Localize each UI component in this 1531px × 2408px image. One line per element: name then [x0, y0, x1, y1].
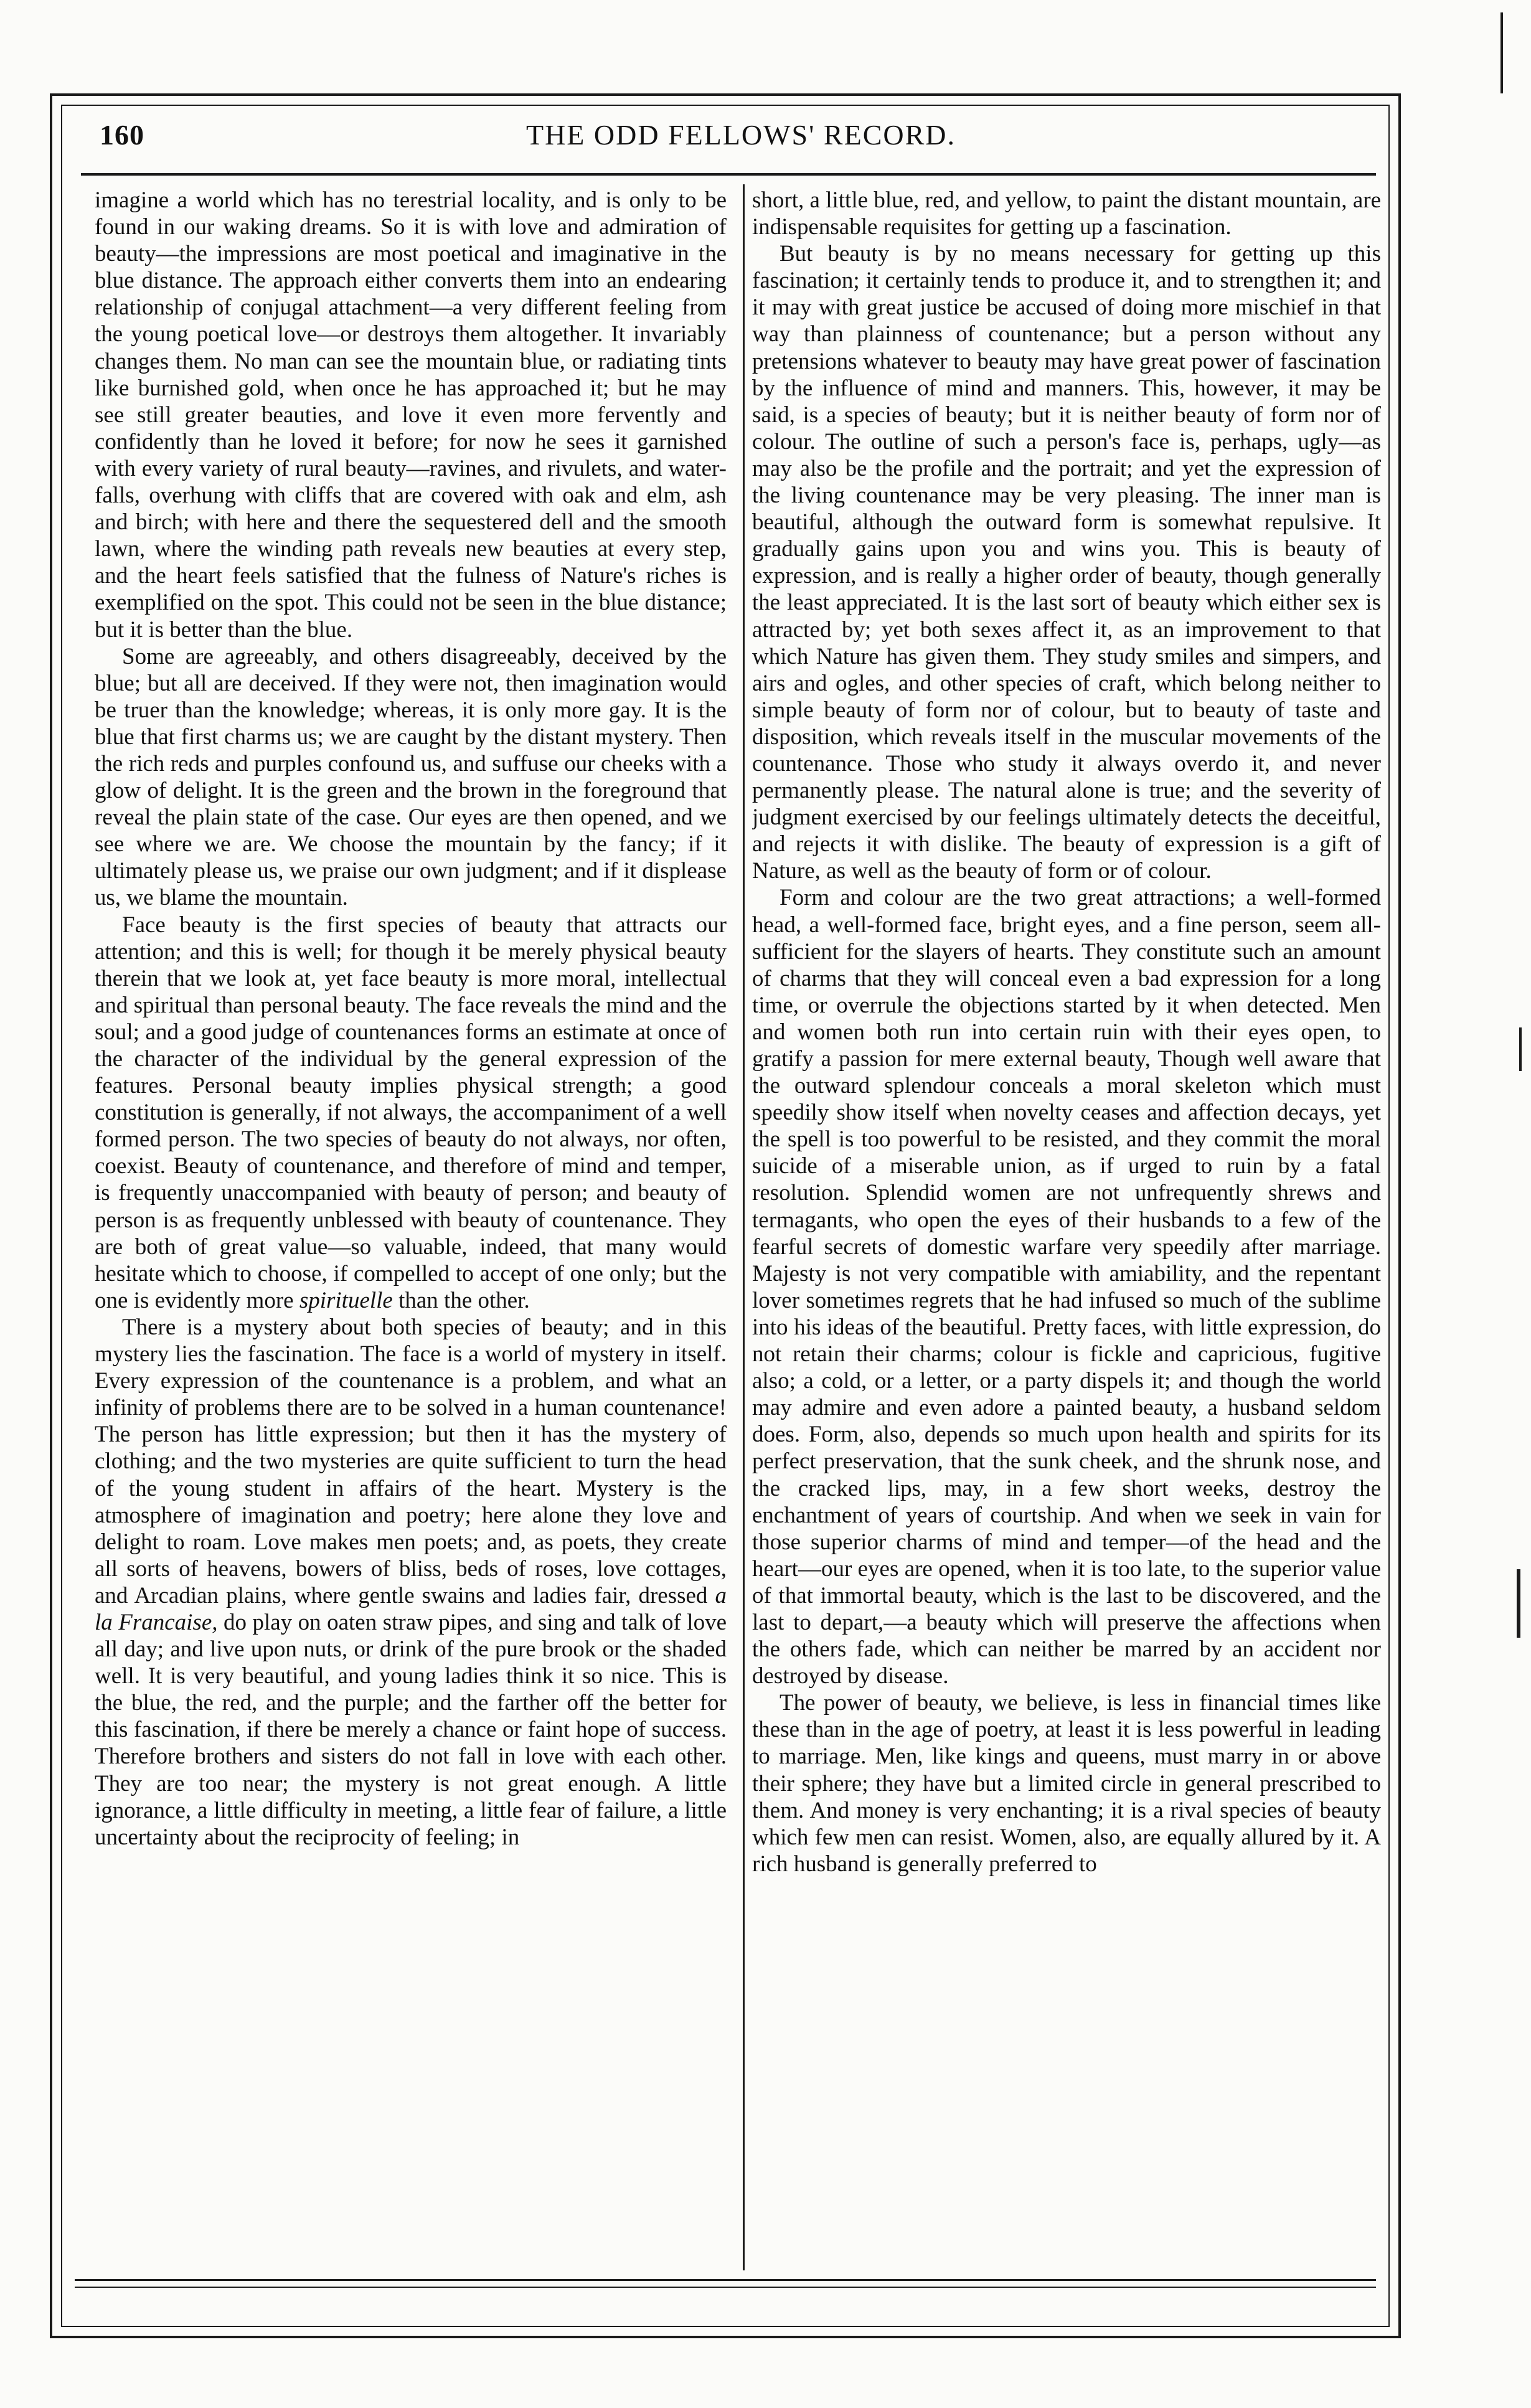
- column-divider: [743, 184, 745, 2270]
- paragraph: The power of beauty, we believe, is less in financial times like these than in the age of poetry, at least it is less powerful in leading to marriage. Men, like kings and queens, must marry in or above their sphere; they have but a limited circle in general prescribed to them. And money is very enchanting; it is a rival species of beauty which few men can resist. Women, also, are equally allured by it. A rich husband is generally preferred to: [752, 1690, 1381, 1877]
- paragraph-text: Face beauty is the first species of beauty that attracts our attention; and this is well; for though it be merely physical beauty therein that we look at, yet face beauty is more moral, intellectual and spiritual than personal beauty. The face reveals the mind and the soul; and a good judge of countenances forms an estimate at once of the character of the individual by the general expression of the features. Personal beauty implies physical strength; a good constitution is generally, if not always, the accompaniment of a well formed person. The two species of beauty do not always, nor often, coexist. Beauty of countenance, and therefore of mind and temper, is frequently unaccompanied with beauty of person; and beauty of person is as frequently unblessed with beauty of countenance. They are both of great value—so valuable, indeed, that many would hesitate which to choose, if compelled to accept of one only; but the one is evidently more: [95, 912, 727, 1313]
- right-column: [752, 187, 1381, 2270]
- page-number: 160: [100, 119, 144, 151]
- paragraph: [95, 912, 727, 1314]
- paragraph: imagine a world which has no terestrial locality, and is only to be found in our waking dreams. So it is with love and admiration of beauty—the impressions are most poetical and imaginative in the blue distance. The approach either converts them into an endearing relationship of conjugal attachment—a very different feeling from the young poetical love—or destroys them altogether. It invariably changes them. No man can see the mountain blue, or radiating tints like burnished gold, when once he has approached it; but he may see still greater beauties, and love it even more fervently and confidently than he loved it before; for now he sees it garnished with every variety of rural beauty—ravines, and rivulets, and water-falls, overhung with cliffs that are covered with oak and elm, ash and birch; with here and there the sequestered dell and the smooth lawn, where the winding path reveals new beauties at every step, and the heart feels satisfied that the fulness of Nature's riches is exemplified on the spot. This could not be seen in the blue distance; but it is better than the blue.: [95, 187, 727, 643]
- paragraph-text: There is a mystery about both species of beauty; and in this mystery lies the fascination. The face is a world of mystery in itself. Every expression of the countenance is a problem, and what an infinity of problems there are to be solved in a human countenance! The person has little expression; but then it has the mystery of clothing; and the two mysteries are quite sufficient to turn the head of the young student in affairs of the heart. Mystery is the atmosphere of imagination and poetry; here alone they love and delight to roam. Love makes men poets; and, as poets, they create all sorts of heavens, bowers of bliss, beds of roses, love cottages, and Arcadian plains, where gentle swains and ladies fair, dressed: [95, 1314, 727, 1608]
- italic-phrase: a la Francaise,: [95, 1582, 727, 1635]
- footer-rule: [75, 2279, 1376, 2281]
- italic-word: spirituelle: [299, 1287, 393, 1313]
- paragraph: But beauty is by no means necessary for getting up this fascination; it certainly tends to produce it, and to strengthen it; and it may with great justice be accused of doing more mischief in that way than plainness of countenance; but a person without any pretensions whatever to beauty may have great power of fascination by the influence of mind and manners. This, however, it may be said, is a species of beauty; but it is neither beauty of form nor of colour. The outline of such a person's face is, perhaps, ugly—as may also be the profile and the portrait; and yet the expression of the living countenance may be very pleasing. The inner man is beautiful, although the outward form is somewhat repulsive. It gradually gains upon you and wins you. This is beauty of expression, and is really a higher order of beauty, though generally the least appreciated. It is the last sort of beauty which either sex is attracted by; yet both sexes affect it, as an improvement to that which Nature has given them. They study smiles and simpers, and airs and ogles, and other species of craft, which belong neither to simple beauty of form nor of colour, but to beauty of taste and disposition, which reveals itself in the muscular movements of the countenance. Those who study it always overdo it, and never permanently please. The natural alone is true; and the severity of judgment exercised by our feelings ultimately detects the deceitful, and rejects it with dislike. The beauty of expression is a gift of Nature, as well as the beauty of form or of colour.: [752, 241, 1381, 884]
- page-header: [100, 118, 1382, 168]
- paragraph: Some are agreeably, and others disagreeably, deceived by the blue; but all are deceived. If they were not, then imagination would be truer than the knowledge; whereas, it is only more gay. It is the blue that first charms us; we are caught by the distant mystery. Then the rich reds and purples confound us, and suffuse our cheeks with a glow of delight. It is the green and the brown in the foreground that reveal the plain state of the case. Our eyes are then opened, and we see where we are. We choose the mountain by the fancy; if it ultimately please us, we praise our own judgment; and if it displease us, we blame the mountain.: [95, 643, 727, 911]
- paragraph: Form and colour are the two great attractions; a well-formed head, a well-formed face, bright eyes, and a fine person, seem all-sufficient for the slayers of hearts. They constitute such an amount of charms that they will conceal even a bad expression for a long time, or overrule the objections started by it when detected. Men and women both run into certain ruin with their eyes open, to gratify a passion for mere external beauty, Though well aware that the outward splendour conceals a moral skeleton which must speedily show itself when novelty ceases and affection decays, yet the spell is too powerful to be resisted, and they commit the moral suicide of a miserable union, as if urged to ruin by a fatal resolution. Splendid women are not unfrequently shrews and termagants, who open the eyes of their husbands to a few of the fearful secrets of domestic warfare very speedily after marriage. Majesty is not very compatible with amiability, and the repentant lover sometimes regrets that he had infused so much of the sublime into his ideas of the beautiful. Pretty faces, with little expression, do not retain their charms; colour is fickle and capricious, fugitive also; a cold, or a letter, or a party dispels it; and though the world may admire and even adore a painted beauty, a husband seldom does. Form, also, depends so much upon health and spirits for its perfect preservation, that the sunk cheek, and the shrunk nose, and the cracked lips, may, in a few short weeks, destroy the enchantment of years of courtship. And when we seek in vain for those superior charms of mind and temper—of the head and the heart—our eyes are opened, when it is too late, to the superior value of that immortal beauty, which is the last to be discovered, and the last to depart,—a beauty which will preserve the affections when the others fade, which can neither be marred by an accident nor destroyed by disease.: [752, 885, 1381, 1689]
- scan-edge-mark: [1517, 1569, 1520, 1638]
- paragraph-text: than the other.: [392, 1287, 530, 1313]
- paragraph: [95, 1314, 727, 1851]
- footer-rule-double: [75, 2287, 1376, 2288]
- paragraph-text: do play on oaten straw pipes, and sing and talk of love all day; and live upon nuts, or drink of the pure brook or the shaded well. It is very beautiful, and young ladies think it so nice. This is the blue, the red, and the purple; and the farther off the better for this fascination, if there be merely a chance or faint hope of success. Therefore brothers and sisters do not fall in love with each other. They are too near; the mystery is not great enough. A little ignorance, a little difficulty in meeting, a little fear of failure, a little uncertainty about the reciprocity of feeling; in: [95, 1609, 727, 1850]
- scan-edge-mark: [1519, 1027, 1522, 1071]
- paragraph: short, a little blue, red, and yellow, to paint the distant mountain, are indispensable requisites for getting up a fascination.: [752, 187, 1381, 240]
- running-title: THE ODD FELLOWS' RECORD.: [525, 119, 956, 151]
- scan-edge-mark: [1500, 12, 1503, 93]
- header-rule: [81, 173, 1376, 176]
- left-column: [95, 187, 727, 2270]
